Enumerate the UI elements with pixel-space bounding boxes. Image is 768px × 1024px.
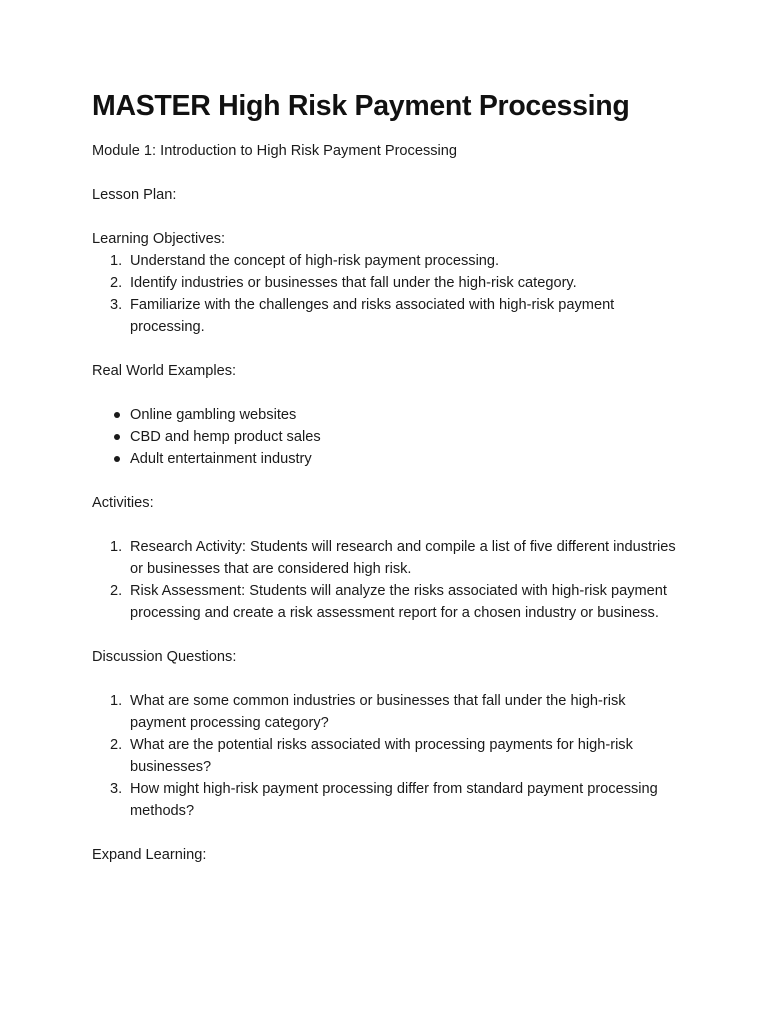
activities-label: Activities: [92,495,154,511]
lesson-plan-label: Lesson Plan: [92,187,177,203]
learning-objectives-list [92,250,682,338]
discussion-questions-list [92,690,682,822]
list-item-text: CBD and hemp product sales [130,429,321,445]
module-heading: Module 1: Introduction to High Risk Payment Processing [92,143,458,159]
list-item [92,272,682,294]
document-page [92,86,682,866]
list-marker: 2. [110,583,123,599]
list-item [92,580,682,624]
list-item-text: What are some common industries or businesses that fall under the high-risk payment processing category? [130,693,626,731]
list-item-text: Risk Assessment: Students will analyze the risks associated with high-risk payment processing and create a risk assessment report for a chosen industry or business. [130,583,667,621]
list-marker: 3. [110,297,123,313]
activities-list [92,536,682,624]
list-marker: 1. [110,253,123,269]
list-item [92,250,682,272]
list-item [92,404,682,426]
list-item [92,778,682,822]
learning-objectives-label: Learning Objectives: [92,231,226,247]
discussion-questions-label: Discussion Questions: [92,649,237,665]
document-title: MASTER High Risk Payment Processing [92,90,630,122]
list-item-text: What are the potential risks associated with processing payments for high-risk businesses? [130,737,633,775]
list-item-text: Identify industries or businesses that fall under the high-risk category. [130,275,577,291]
real-world-examples-list [92,404,682,470]
list-marker: 3. [110,781,123,797]
list-item [92,734,682,778]
list-item [92,448,682,470]
list-item-text: Online gambling websites [130,407,297,423]
real-world-examples-label: Real World Examples: [92,363,237,379]
list-item [92,294,682,338]
list-marker: 1. [110,539,123,555]
list-item-text: Understand the concept of high-risk payment processing. [130,253,500,269]
expand-learning-label: Expand Learning: [92,847,207,863]
list-item [92,690,682,734]
list-item-text: Research Activity: Students will research and compile a list of five different industries or businesses that are considered high risk. [130,539,676,577]
list-item-text: Familiarize with the challenges and risks associated with high-risk payment processing. [130,297,615,335]
list-marker: 1. [110,693,123,709]
list-marker: 2. [110,737,123,753]
list-item [92,426,682,448]
list-item-text: Adult entertainment industry [130,451,312,467]
list-marker: 2. [110,275,123,291]
list-item [92,536,682,580]
list-item-text: How might high-risk payment processing differ from standard payment processing methods? [130,781,658,819]
